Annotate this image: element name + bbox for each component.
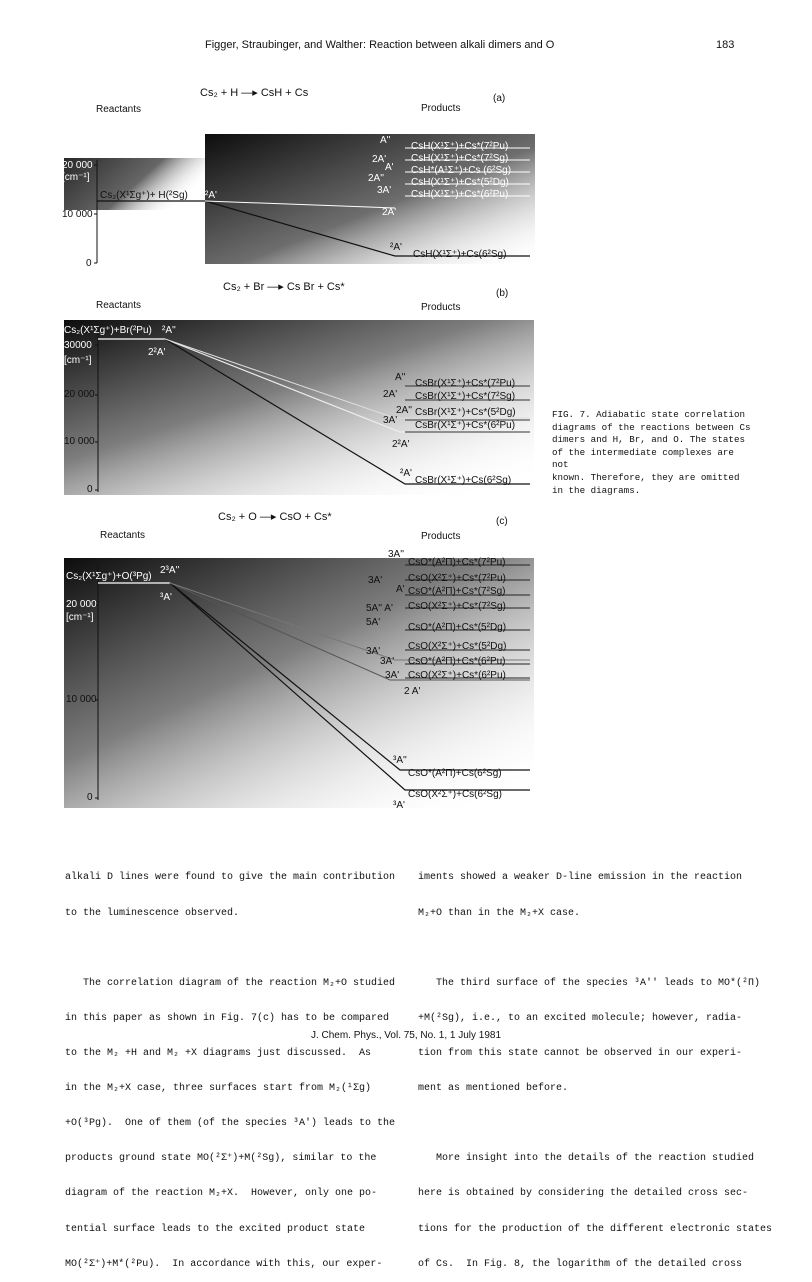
y-unit-b: [cm⁻¹] [64, 355, 92, 366]
reactant-state-c: Cs₂(X¹Σg⁺)+O(³Pg) [66, 571, 152, 582]
product-sym-a-3: 2A'' [368, 173, 385, 184]
text-line: alkali D lines were found to give the main contribution [65, 872, 396, 884]
product-sym-c-2: A' [396, 584, 405, 595]
product-a-2: CsH*(A¹Σ⁺)+Cs (6²Sg) [411, 165, 512, 176]
product-sym-b-4: 2²A' [392, 439, 410, 450]
product-c-6: CsO*(A²Π)+Cs*(6²Pu) [408, 656, 506, 667]
caption-line: of the intermediate complexes are not [552, 446, 734, 471]
product-sym-c-5: 3A' [366, 646, 381, 657]
product-a-4: CsH(X¹Σ⁺)+Cs*(6²Pu) [411, 189, 509, 200]
text-line [418, 1118, 763, 1130]
reactants-label-b: Reactants [96, 300, 142, 311]
left-column-text [65, 849, 410, 1282]
text-line: diagram of the reaction M₂+X. However, only one po- [65, 1188, 378, 1200]
product-sym-c-8: 2 A' [404, 686, 421, 697]
caption-line: in the diagrams. [552, 484, 641, 496]
complex-label-a: ²A' [205, 190, 217, 201]
product-sym-a-5: 2A' [382, 207, 397, 218]
product-sym-c-1: 3A' [368, 575, 383, 586]
product-sym-b-3: 3A' [383, 415, 398, 426]
products-label-b: Products [421, 302, 461, 313]
complex-label-b-1: 2²A' [148, 347, 166, 358]
product-c-0: CsO*(A²Π)+Cs*(7²Pu) [408, 557, 506, 568]
y-tick-c-2: 0 [87, 792, 93, 803]
product-sym-c-0: 3A'' [388, 549, 405, 560]
product-c-7: CsO(X²Σ⁺)+Cs*(6²Pu) [408, 670, 506, 681]
product-a-0: CsH(X¹Σ⁺)+Cs*(7²Pu) [411, 141, 509, 152]
product-a-3: CsH(X¹Σ⁺)+Cs*(5²Dg) [411, 177, 509, 188]
text-line: More insight into the details of the reaction studied [418, 1153, 755, 1165]
reactants-label-a: Reactants [96, 104, 142, 115]
complex-label-c-0: 2³A'' [160, 565, 180, 576]
y-tick-a-2: 0 [86, 258, 92, 269]
y-tick-c-0: 20 000 [66, 599, 97, 610]
text-line: tential surface leads to the excited product state [65, 1223, 366, 1235]
text-line: in the M₂+X case, three surfaces start from M₂(¹Σg) [65, 1083, 372, 1095]
text-line: products ground state MO(²Σ⁺)+M(²Sg), similar to the [65, 1153, 377, 1165]
product-sym-c-10: ³A' [393, 800, 405, 811]
complex-label-c-1: ³A' [160, 592, 172, 603]
text-line: M₂+O than in the M₂+X case. [418, 907, 581, 919]
reaction-a: Cs₂ + H —▸ CsH + Cs [200, 87, 309, 99]
reactant-state-a: Cs₂(X¹Σg⁺)+ H(²Sg) [100, 190, 188, 201]
product-sym-a-6: ²A' [390, 242, 402, 253]
product-sym-a-2: A' [385, 162, 394, 173]
y-tick-b-0: 30000 [64, 340, 92, 351]
caption-line: FIG. 7. Adiabatic state correlation [552, 409, 745, 420]
products-label-a: Products [421, 103, 461, 114]
tag-a: (a) [493, 93, 506, 104]
text-line [65, 943, 410, 955]
reactants-label-c: Reactants [100, 530, 146, 541]
text-line: ment as mentioned before. [418, 1083, 569, 1095]
product-sym-c-3: 5A'' A' [366, 603, 393, 614]
product-sym-c-9: ³A'' [393, 755, 407, 766]
caption-line: known. Therefore, they are omitted [552, 471, 740, 483]
product-b-2: CsBr(X¹Σ⁺)+Cs*(5²Dg) [415, 407, 516, 418]
product-c-1: CsO(X²Σ⁺)+Cs*(7²Pu) [408, 573, 506, 584]
y-tick-b-1: 20 000 [64, 389, 95, 400]
text-line: MO(²Σ⁺)+M*(²Pu). In accordance with this, our exper- [65, 1258, 383, 1270]
product-sym-a-1: 2A' [372, 154, 387, 165]
text-line: of Cs. In Fig. 8, the logarithm of the detailed cross [418, 1258, 743, 1270]
product-a-6: CsH(X¹Σ⁺)+Cs(6²Sg) [413, 249, 507, 260]
reaction-b: Cs₂ + Br —▸ Cs Br + Cs* [223, 281, 345, 293]
reactant-state-b: Cs₂(X¹Σg⁺)+Br(²Pu) [64, 325, 152, 336]
product-b-1: CsBr(X¹Σ⁺)+Cs*(7²Sg) [415, 391, 516, 402]
y-tick-c-1: 10 000 [66, 694, 97, 705]
text-line: tion from this state cannot be observed in our experi- [418, 1047, 743, 1059]
tag-b: (b) [496, 288, 509, 299]
y-unit-a: [cm⁻¹] [62, 172, 90, 183]
caption-line: dimers and H, Br, and O. The states [552, 434, 745, 446]
product-sym-b-1: 2A' [383, 389, 398, 400]
text-line: tions for the production of the different electronic states [418, 1223, 773, 1235]
y-tick-a-0: 20 000 [62, 160, 93, 171]
complex-label-b-0: ²A'' [162, 325, 176, 336]
y-unit-c: [cm⁻¹] [66, 612, 94, 623]
text-line [418, 943, 763, 955]
product-sym-c-4: 5A' [366, 617, 381, 628]
product-b-5: CsBr(X¹Σ⁺)+Cs(6²Sg) [415, 475, 512, 486]
y-tick-b-3: 0 [87, 484, 93, 495]
right-column-text [418, 849, 773, 1282]
product-c-2: CsO*(A²Π)+Cs*(7²Sg) [408, 586, 506, 597]
text-line: here is obtained by considering the detailed cross sec- [418, 1188, 749, 1200]
text-line: +M(²Sg), i.e., to an excited molecule; however, radia- [418, 1012, 743, 1024]
y-tick-a-1: 10 000 [62, 209, 93, 220]
product-sym-a-4: 3A' [377, 185, 392, 196]
product-sym-b-5: ²A' [400, 468, 412, 479]
y-tick-b-2: 10 000 [64, 436, 95, 447]
product-b-3: CsBr(X¹Σ⁺)+Cs*(6²Pu) [415, 420, 516, 431]
product-sym-a-0: A'' [380, 135, 391, 146]
running-title: Figger, Straubinger, and Walther: Reaction between alkali dimers and O [205, 39, 555, 51]
product-sym-c-7: 3A' [385, 670, 400, 681]
text-line: in this paper as shown in Fig. 7(c) has to be compared [65, 1012, 390, 1024]
reaction-c: Cs₂ + O —▸ CsO + Cs* [218, 511, 332, 523]
text-line: The correlation diagram of the reaction M₂+O studied [65, 977, 396, 989]
product-sym-c-6: 3A' [380, 656, 395, 667]
text-line: to the M₂ +H and M₂ +X diagrams just discussed. As [65, 1047, 372, 1059]
product-c-10: CsO(X²Σ⁺)+Cs(6²Sg) [408, 789, 502, 800]
products-label-c: Products [421, 531, 461, 542]
product-sym-b-0: A'' [395, 372, 406, 383]
product-a-1: CsH(X¹Σ⁺)+Cs*(7²Sg) [411, 153, 509, 164]
product-sym-b-2: 2A'' [396, 405, 413, 416]
journal-footer: J. Chem. Phys., Vol. 75, No. 1, 1 July 1981 [310, 1030, 502, 1041]
page-number: 183 [716, 39, 735, 51]
product-c-4: CsO*(A²Π)+Cs*(5²Dg) [408, 622, 507, 633]
tag-c: (c) [496, 516, 508, 527]
product-b-0: CsBr(X¹Σ⁺)+Cs*(7²Pu) [415, 378, 516, 389]
text-line: The third surface of the species ³A'' leads to MO*(²Π) [418, 977, 761, 989]
product-c-3: CsO(X²Σ⁺)+Cs*(7²Sg) [408, 601, 506, 612]
text-line: +O(³Pg). One of them (of the species ³A') leads to the [65, 1118, 396, 1130]
text-line: iments showed a weaker D-line emission in the reaction [418, 872, 743, 884]
product-c-9: CsO*(A²Π)+Cs(6²Sg) [408, 768, 502, 779]
caption-line: diagrams of the reactions between Cs [552, 421, 751, 433]
product-c-5: CsO(X²Σ⁺)+Cs*(5²Dg) [408, 641, 507, 652]
figure-caption [552, 409, 752, 497]
text-line: to the luminescence observed. [65, 907, 240, 919]
